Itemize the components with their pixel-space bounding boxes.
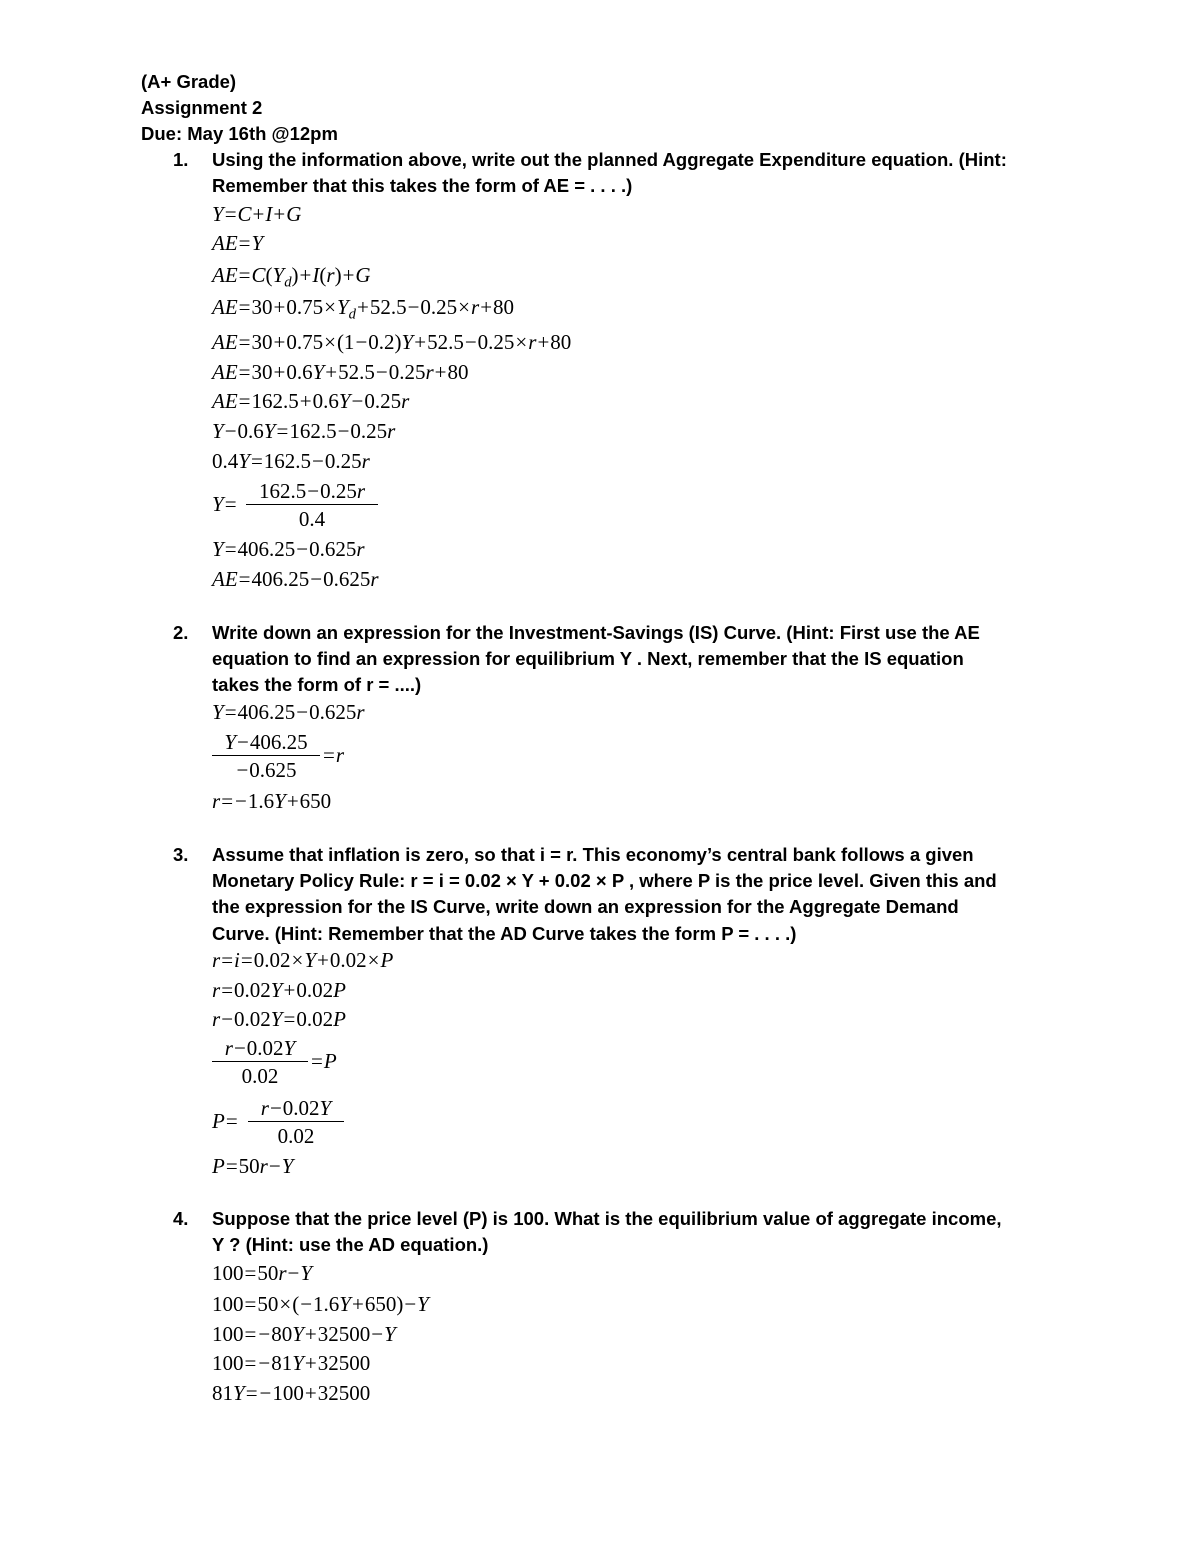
fraction-bar bbox=[246, 504, 378, 505]
fraction-rhs: =r bbox=[323, 743, 345, 767]
fraction-equation bbox=[212, 478, 392, 534]
equation-line: AE=162.5+0.6Y−0.25r bbox=[212, 389, 410, 413]
fraction-numerator: Y−406.25 bbox=[224, 730, 308, 754]
question-text: Assume that inflation is zero, so that i = r. This economy’s central bank follows a given Monetary Policy Rule: r = i = 0.02 × Y + 0.02 × P , where P is the price level. Given this and the expression for the IS Curve, write down an expression for the Aggregate Demand Curve. (Hint: Remember that the AD Curve takes the form P = . . . .) bbox=[212, 844, 997, 944]
question-number: 4. bbox=[173, 1208, 189, 1229]
equation-line: Y=C+I+G bbox=[212, 202, 302, 226]
fraction-numerator: r−0.02Y bbox=[224, 1036, 296, 1060]
equation-line: AE=30+0.6Y+52.5−0.25r+80 bbox=[212, 360, 469, 384]
equation-line: r=−1.6Y+650 bbox=[212, 789, 332, 813]
question-number: 3. bbox=[173, 844, 189, 865]
equation-line: r=0.02Y+0.02P bbox=[212, 978, 346, 1002]
question-text: Using the information above, write out the planned Aggregate Expenditure equation. (Hint: Remember that this takes the form of AE = . . . .) bbox=[212, 149, 1007, 197]
fraction-denominator: 0.02 bbox=[277, 1124, 315, 1148]
fraction-numerator: 162.5−0.25r bbox=[258, 479, 366, 503]
equation-line: AE=30+0.75×(1−0.2)Y+52.5−0.25×r+80 bbox=[212, 330, 572, 354]
equation-line: 81Y=−100+32500 bbox=[212, 1381, 371, 1405]
due-date: Due: May 16th @12pm bbox=[141, 123, 338, 144]
equation-line: Y=406.25−0.625r bbox=[212, 537, 365, 561]
equation-line: Y=406.25−0.625r bbox=[212, 700, 365, 724]
fraction-bar bbox=[212, 755, 320, 756]
fraction-numerator: r−0.02Y bbox=[260, 1096, 332, 1120]
fraction-lhs: Y= bbox=[212, 492, 237, 516]
equation-line: AE=Y bbox=[212, 231, 264, 255]
question-text: Suppose that the price level (P) is 100. What is the equilibrium value of aggregate income, Y ? (Hint: use the AD equation.) bbox=[212, 1208, 1002, 1256]
equation-line: AE=406.25−0.625r bbox=[212, 567, 379, 591]
fraction-bar bbox=[212, 1061, 308, 1062]
fraction-rhs: =P bbox=[311, 1049, 337, 1073]
fraction-lhs: P= bbox=[212, 1109, 238, 1133]
equation-line: P=50r−Y bbox=[212, 1154, 294, 1178]
equation-line: 100=−80Y+32500−Y bbox=[212, 1322, 396, 1346]
equation-line: $AE=30+0.75\times Y_d+52.5-0.25\times r+80$ bbox=[212, 295, 515, 323]
fraction-denominator: 0.02 bbox=[241, 1064, 279, 1088]
question-number: 1. bbox=[173, 149, 189, 170]
fraction-equation bbox=[212, 729, 372, 785]
fraction-denominator: 0.4 bbox=[298, 507, 326, 531]
equation-line: $AE=C(Y_d)+I(r)+G$ bbox=[212, 263, 371, 291]
equation-line: 100=50×(−1.6Y+650)−Y bbox=[212, 1292, 429, 1316]
equation-line: r=i=0.02×Y+0.02×P bbox=[212, 948, 394, 972]
fraction-bar bbox=[248, 1121, 344, 1122]
question-number: 2. bbox=[173, 622, 189, 643]
fraction-denominator: −0.625 bbox=[236, 758, 297, 782]
equation-line: r−0.02Y=0.02P bbox=[212, 1007, 346, 1031]
equation-line: Y−0.6Y=162.5−0.25r bbox=[212, 419, 396, 443]
equation-line: 100=50r−Y bbox=[212, 1261, 313, 1285]
question-text: Write down an expression for the Investment-Savings (IS) Curve. (Hint: First use the AE equation to find an expression for equilibrium Y . Next, remember that the IS equation takes the form of r = ....) bbox=[212, 622, 980, 696]
equation-line: 0.4Y=162.5−0.25r bbox=[212, 449, 370, 473]
equation-line: 100=−81Y+32500 bbox=[212, 1351, 371, 1375]
assignment-title: Assignment 2 bbox=[141, 97, 263, 118]
fraction-equation bbox=[212, 1035, 372, 1091]
fraction-equation bbox=[212, 1095, 372, 1151]
grade-label: (A+ Grade) bbox=[141, 71, 237, 92]
